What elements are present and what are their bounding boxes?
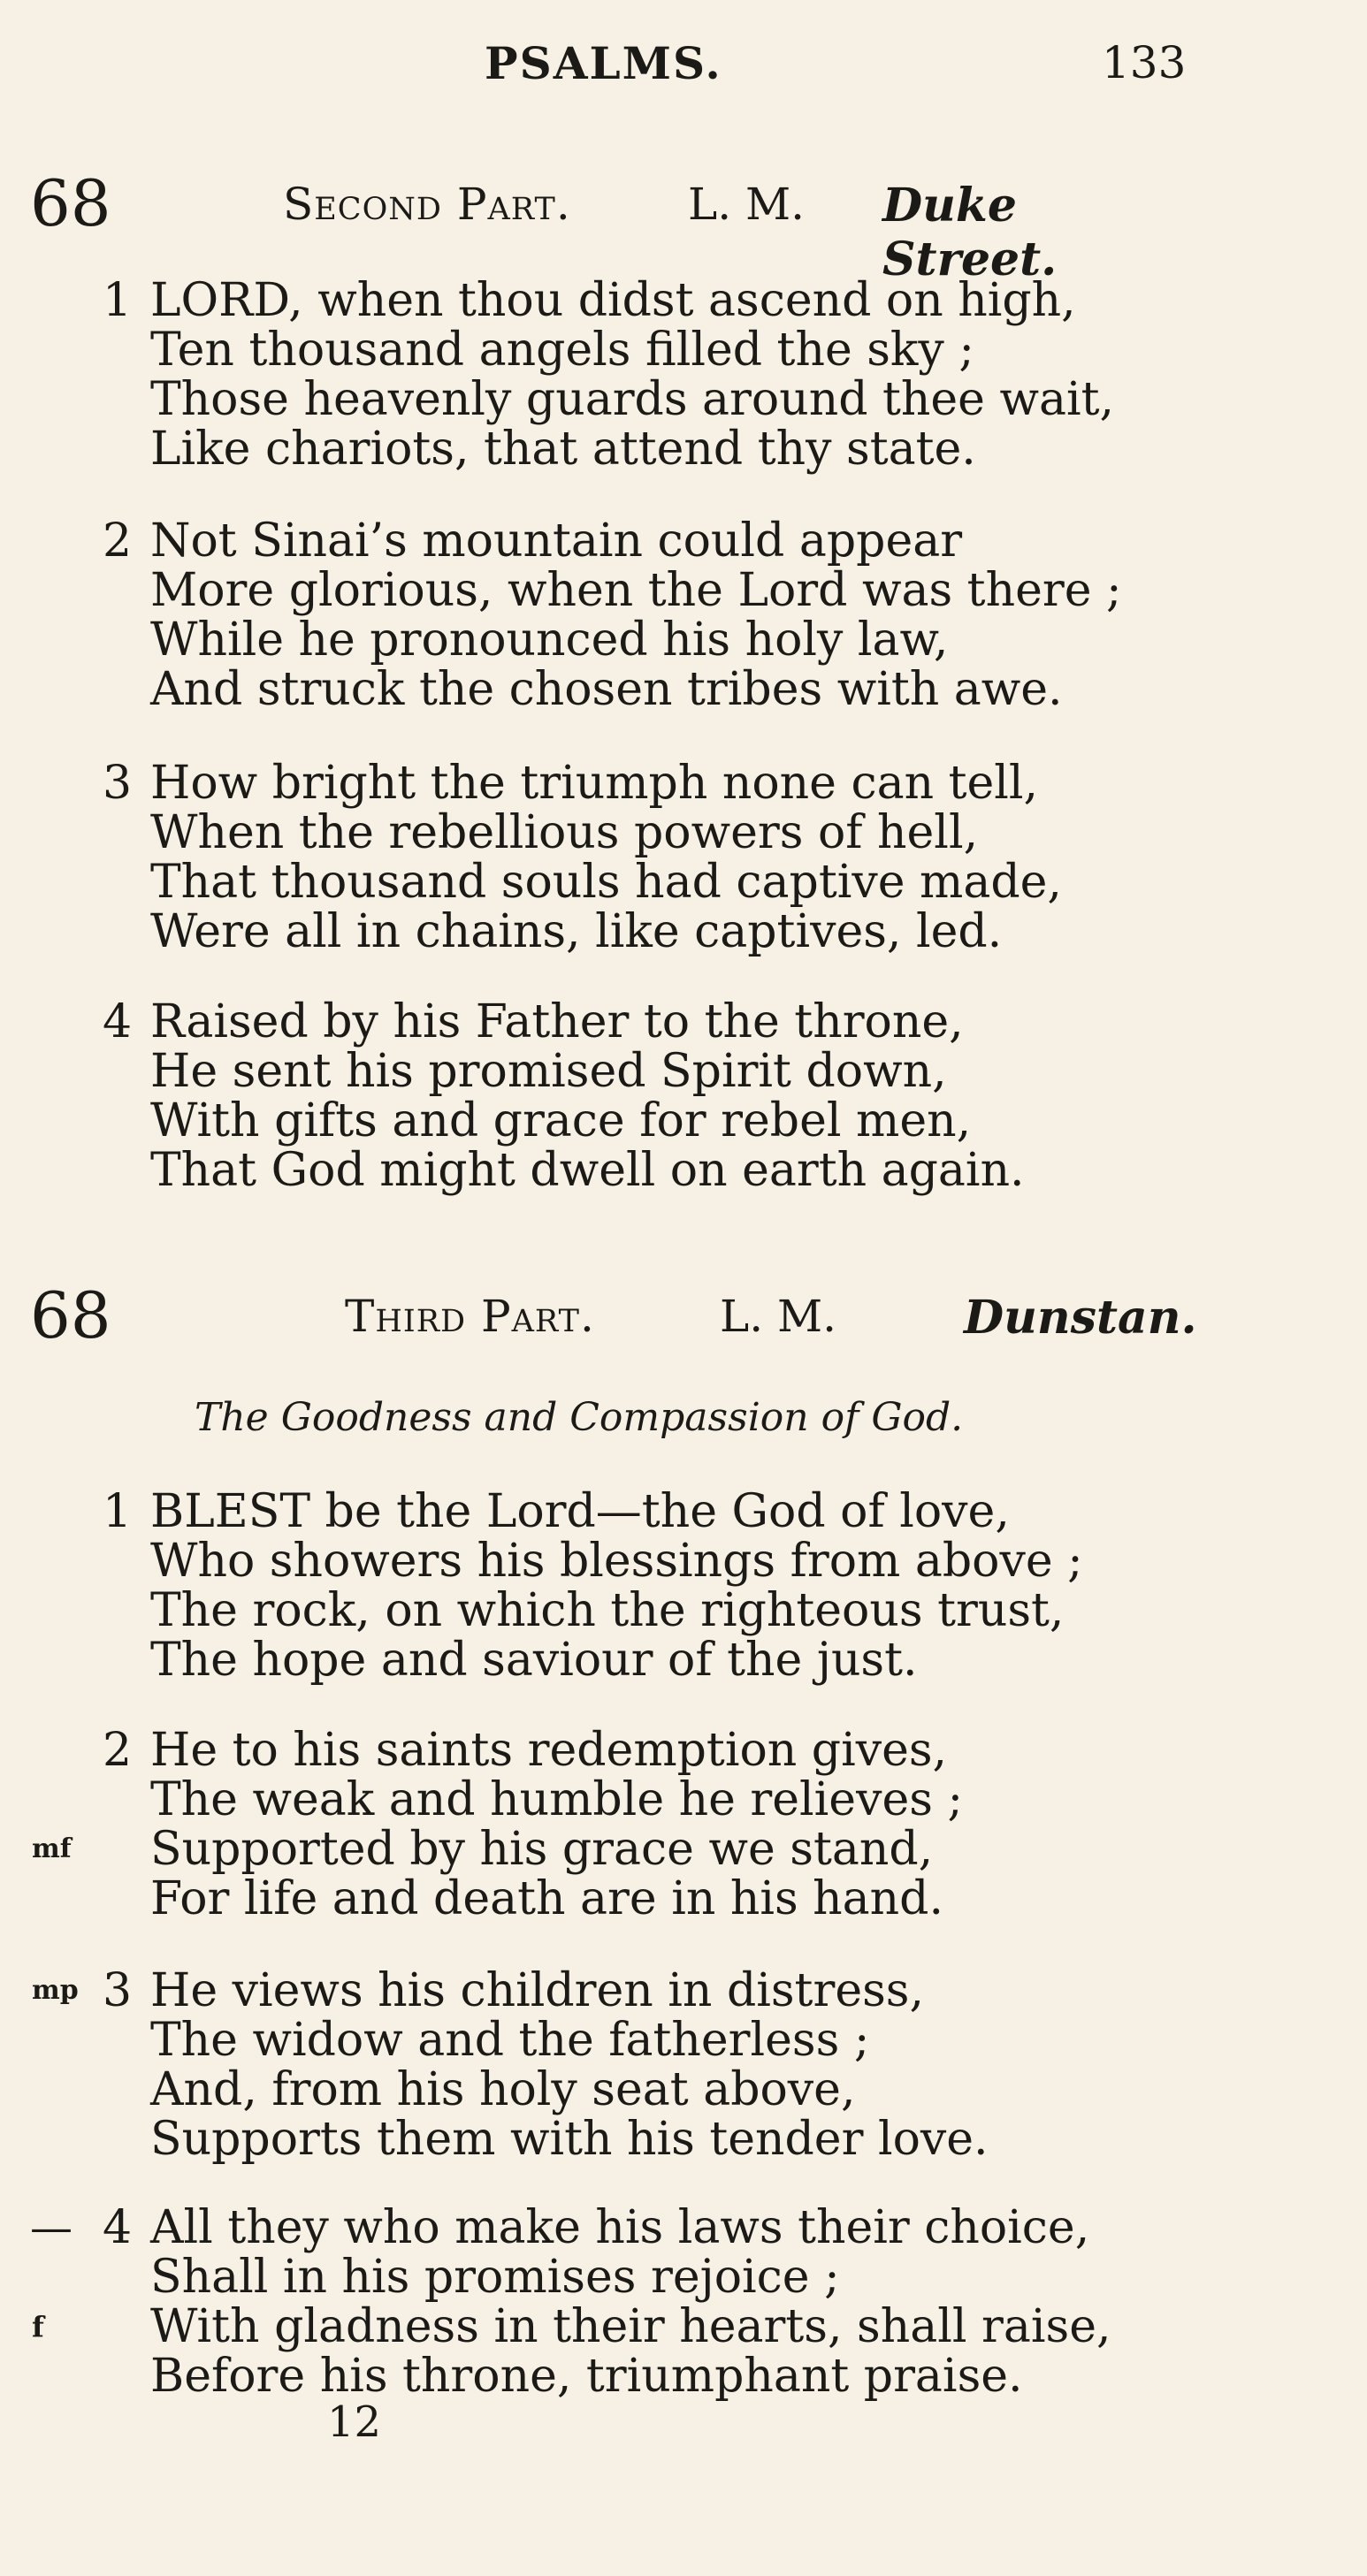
- hymn-tune: Dunstan.: [964, 1291, 1197, 1345]
- verse-line: How bright the triumph none can tell,: [150, 757, 1039, 810]
- verse-line: He sent his promised Spirit down,: [150, 1045, 947, 1098]
- hymn-meter: L. M.: [720, 1291, 837, 1342]
- hymn-header: [30, 166, 1197, 286]
- verse-line: While he pronounced his holy law,: [150, 614, 949, 667]
- stanza-number: 2: [103, 1724, 133, 1777]
- running-title: PSALMS.: [485, 37, 722, 89]
- verse-line: The widow and the fatherless ;: [150, 2014, 870, 2067]
- verse-line: Who showers his blessings from above ;: [150, 1535, 1083, 1588]
- verse-line: Before his throne, triumphant praise.: [150, 2350, 1023, 2403]
- verse-line: And, from his holy seat above,: [150, 2063, 856, 2116]
- hymn-part: Third Part.: [345, 1291, 595, 1342]
- verse-line: The weak and humble he relieves ;: [150, 1773, 963, 1826]
- verse-line: That thousand souls had captive made,: [150, 856, 1062, 909]
- verse-line: When the rebellious powers of hell,: [150, 806, 979, 859]
- verse-line: Supported by his grace we stand,: [150, 1823, 934, 1876]
- hymn-tune: Duke Street.: [882, 179, 1058, 286]
- stanza-number: 1: [103, 274, 133, 327]
- verse-line: Those heavenly guards around thee wait,: [150, 373, 1115, 426]
- verse-line: Were all in chains, like captives, led.: [150, 905, 1003, 958]
- verse-line: BLEST be the Lord—the God of love,: [150, 1485, 1010, 1538]
- hymn-subtitle: The Goodness and Compassion of God.: [195, 1395, 964, 1440]
- verse-line: Like chariots, that attend thy state.: [150, 423, 976, 476]
- page-number: 133: [1102, 37, 1187, 88]
- stanza-number: 1: [103, 1485, 133, 1538]
- dynamic-mark: mp: [32, 1975, 79, 2006]
- verse-line: The hope and saviour of the just.: [150, 1634, 918, 1687]
- verse-line: For life and death are in his hand.: [150, 1872, 943, 1925]
- dynamic-mark: mf: [32, 1833, 72, 1864]
- verse-line: Ten thousand angels filled the sky ;: [150, 324, 974, 377]
- stanza-number: 3: [103, 757, 133, 810]
- verse-line: With gladness in their hearts, shall raise,: [150, 2300, 1111, 2353]
- verse-line: With gifts and grace for rebel men,: [150, 1094, 972, 1147]
- verse-line: Not Sinai’s mountain could appear: [150, 514, 963, 568]
- stanza-number: 4: [103, 995, 133, 1048]
- verse-line: He to his saints redemption gives,: [150, 1724, 948, 1777]
- verse-line: Supports them with his tender love.: [150, 2113, 989, 2166]
- verse-line: He views his children in distress,: [150, 1964, 924, 2017]
- verse-line: LORD, when thou didst ascend on high,: [150, 274, 1076, 327]
- hymn-meter: L. M.: [688, 179, 806, 230]
- hymn-part: Second Part.: [283, 179, 571, 230]
- verse-line: Raised by his Father to the throne,: [150, 995, 964, 1048]
- hymn-header: [30, 1278, 1197, 1358]
- running-head: [0, 37, 1367, 99]
- verse-line: That God might dwell on earth again.: [150, 1144, 1025, 1197]
- verse-line: More glorious, when the Lord was there ;: [150, 564, 1122, 617]
- signature-mark: 12: [327, 2397, 382, 2447]
- verse-line: The rock, on which the righteous trust,: [150, 1584, 1065, 1637]
- stanza-number: 2: [103, 514, 133, 568]
- stanza-number: 3: [103, 1964, 133, 2017]
- verse-line: All they who make his laws their choice,: [150, 2201, 1090, 2254]
- hymn-number: 68: [30, 166, 111, 240]
- hymn-number: 68: [30, 1278, 111, 1353]
- dynamic-mark: f: [32, 2310, 44, 2344]
- verse-line: Shall in his promises rejoice ;: [150, 2251, 840, 2304]
- verse-line: And struck the chosen tribes with awe.: [150, 663, 1063, 716]
- dynamic-mark: —: [30, 2203, 73, 2252]
- stanza-number: 4: [103, 2201, 133, 2254]
